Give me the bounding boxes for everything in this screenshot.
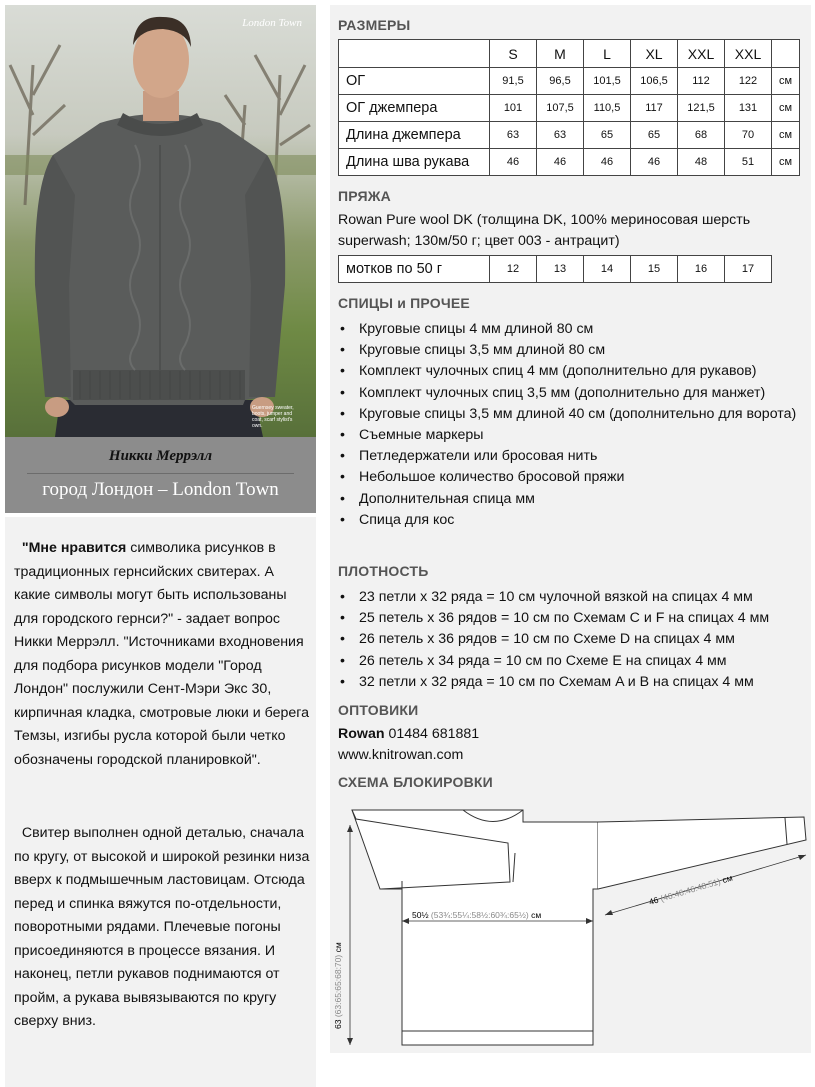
- left-column: [5, 5, 316, 1083]
- table-cell: 112: [678, 68, 725, 95]
- list-item: • Круговые спицы 3,5 мм длиной 80 см: [338, 340, 808, 361]
- sizes-heading: РАЗМЕРЫ: [338, 17, 411, 33]
- yarn-heading: ПРЯЖА: [338, 188, 391, 204]
- table-cell: 12: [490, 256, 537, 283]
- blocking-schematic: [330, 805, 811, 1053]
- size-column-header: XXL: [725, 40, 772, 68]
- supplier-heading: ОПТОВИКИ: [338, 702, 419, 718]
- width-dimension-label: 50½ (53¾:55¼:58½:60¾:65½) см: [412, 910, 542, 920]
- table-cell: 68: [678, 122, 725, 149]
- list-item: • 32 петли х 32 ряда = 10 см по Схемам A и B на спицах 4 мм: [338, 672, 808, 693]
- sweater-body-outline: [352, 810, 598, 1045]
- row-label: мотков по 50 г: [339, 256, 490, 283]
- intro-quote-text: символика рисунков в традиционных гернсийских свитерах. А какие символы могут быть использованы для городского гернси?" - задает вопрос Никки Меррэлл. "Источниками входновения для подбора рисунков модели "Город Лондон" послужили Сент-Мэри Экс 30, кирпичная кладка, смотровые люки и берега Темзы, изгибы русла которой были четко обозначены городской планировкой".: [14, 540, 309, 768]
- sleeve-dimension-label: 46 (46:46:46:48:51) см: [647, 872, 734, 907]
- needles-heading: СПИЦЫ и ПРОЧЕЕ: [338, 295, 470, 311]
- model-photo-illustration: [5, 5, 316, 437]
- table-cell: 15: [631, 256, 678, 283]
- table-cell: 46: [537, 149, 584, 176]
- table-cell: 65: [631, 122, 678, 149]
- table-cell: 14: [584, 256, 631, 283]
- sizes-header-row: [339, 40, 800, 68]
- table-cell: 101: [490, 95, 537, 122]
- table-cell: 70: [725, 122, 772, 149]
- list-item: • Комплект чулочных спиц 3,5 мм (дополнительно для манжет): [338, 383, 808, 404]
- intro-paragraph-2: [14, 822, 310, 1034]
- model-photo: [5, 5, 316, 437]
- supplier-line: [338, 724, 479, 745]
- row-label: Длина джемпера: [339, 122, 490, 149]
- table-row: [339, 122, 800, 149]
- list-item: • 26 петель х 34 ряда = 10 см по Схеме E на спицах 4 мм: [338, 651, 808, 672]
- design-title: город Лондон – London Town: [42, 479, 279, 500]
- size-column-header: XL: [631, 40, 678, 68]
- table-row: [339, 95, 800, 122]
- table-row: [339, 149, 800, 176]
- list-item: • 26 петель х 36 рядов = 10 см по Схеме D на спицах 4 мм: [338, 629, 808, 650]
- intro-panel: [5, 517, 316, 1087]
- table-cell: 121,5: [678, 95, 725, 122]
- table-cell: 63: [490, 122, 537, 149]
- right-sleeve-outline: [598, 817, 806, 889]
- list-item: • Круговые спицы 3,5 мм длиной 40 см (дополнительно для ворота): [338, 404, 808, 425]
- size-column-header: M: [537, 40, 584, 68]
- table-cell: 17: [725, 256, 772, 283]
- sizes-table: [338, 39, 800, 176]
- table-cell: 46: [490, 149, 537, 176]
- table-row: [339, 68, 800, 95]
- needles-list: [338, 319, 808, 531]
- table-cell: 106,5: [631, 68, 678, 95]
- unit-cell: см: [772, 68, 800, 95]
- list-item: • Небольшое количество бросовой пряжи: [338, 467, 808, 488]
- table-cell: 91,5: [490, 68, 537, 95]
- table-cell: 16: [678, 256, 725, 283]
- list-item: • 25 петель х 36 рядов = 10 см по Схемам С и F на спицах 4 мм: [338, 608, 808, 629]
- yarn-description: Rowan Pure wool DK (толщина DK, 100% мериносовая шерсть superwash; 130м/50 г; цвет 003 - антрацит): [338, 212, 751, 249]
- table-cell: 117: [631, 95, 678, 122]
- supplier-phone: 01484 681881: [384, 726, 480, 742]
- author-divider: [27, 473, 294, 474]
- unit-cell: см: [772, 149, 800, 176]
- size-column-header: L: [584, 40, 631, 68]
- skeins-table: [338, 255, 772, 283]
- size-column-header: S: [490, 40, 537, 68]
- table-cell: 63: [537, 122, 584, 149]
- photo-caption: London Town: [242, 17, 302, 29]
- intro-construction-text: Свитер выполнен одной деталью, сначала по кругу, от высокой и широкой резинки низа вверх к подмышечным ластовицам. Отсюда перед и спинка вяжутся по-отдельности, поворотными рядами. Плечевые погоны присоединяются в процессе вязания. И наконец, петли рукавов поднимаются от пройм, а рукава вывязываются по кругу сверху вниз.: [14, 825, 310, 1029]
- intro-quote-bold: "Мне нравится: [21, 540, 127, 556]
- table-cell: 51: [725, 149, 772, 176]
- list-item: • Съемные маркеры: [338, 425, 808, 446]
- row-label: Длина шва рукава: [339, 149, 490, 176]
- table-cell: 46: [631, 149, 678, 176]
- size-column-header: XXL: [678, 40, 725, 68]
- supplier-website[interactable]: www.knitrowan.com: [338, 747, 464, 763]
- table-cell: 46: [584, 149, 631, 176]
- list-item: • Дополнительная спица мм: [338, 489, 808, 510]
- unit-cell: см: [772, 95, 800, 122]
- list-item: • 23 петли х 32 ряда = 10 см чулочной вязкой на спицах 4 мм: [338, 587, 808, 608]
- row-label: ОГ: [339, 68, 490, 95]
- table-cell: 48: [678, 149, 725, 176]
- sizes-corner-cell: [339, 40, 490, 68]
- right-column: [330, 5, 811, 1053]
- table-cell: 13: [537, 256, 584, 283]
- intro-paragraph-1: [14, 537, 310, 772]
- list-item: • Петледержатели или бросовая нить: [338, 446, 808, 467]
- author-name: Никки Меррэлл: [108, 448, 213, 464]
- table-row: [339, 256, 772, 283]
- table-cell: 107,5: [537, 95, 584, 122]
- photo-credit-note: Guernsey sweater, boots, jumper and coat, scarf stylist's own.: [252, 405, 294, 429]
- unit-column-header: [772, 40, 800, 68]
- gauge-heading: ПЛОТНОСТЬ: [338, 563, 429, 579]
- table-cell: 65: [584, 122, 631, 149]
- table-cell: 101,5: [584, 68, 631, 95]
- list-item: • Спица для кос: [338, 510, 808, 531]
- length-dimension-label: 63 (63:65:65:68:70) см: [333, 942, 343, 1029]
- schema-heading: СХЕМА БЛОКИРОВКИ: [338, 774, 493, 790]
- row-label: ОГ джемпера: [339, 95, 490, 122]
- table-cell: 131: [725, 95, 772, 122]
- table-cell: 110,5: [584, 95, 631, 122]
- supplier-name: Rowan: [338, 726, 385, 742]
- table-cell: 96,5: [537, 68, 584, 95]
- gauge-list: [338, 587, 808, 693]
- table-cell: 122: [725, 68, 772, 95]
- unit-cell: см: [772, 122, 800, 149]
- list-item: • Комплект чулочных спиц 4 мм (дополнительно для рукавов): [338, 361, 808, 382]
- supplier-info: [338, 724, 479, 766]
- list-item: • Круговые спицы 4 мм длиной 80 см: [338, 319, 808, 340]
